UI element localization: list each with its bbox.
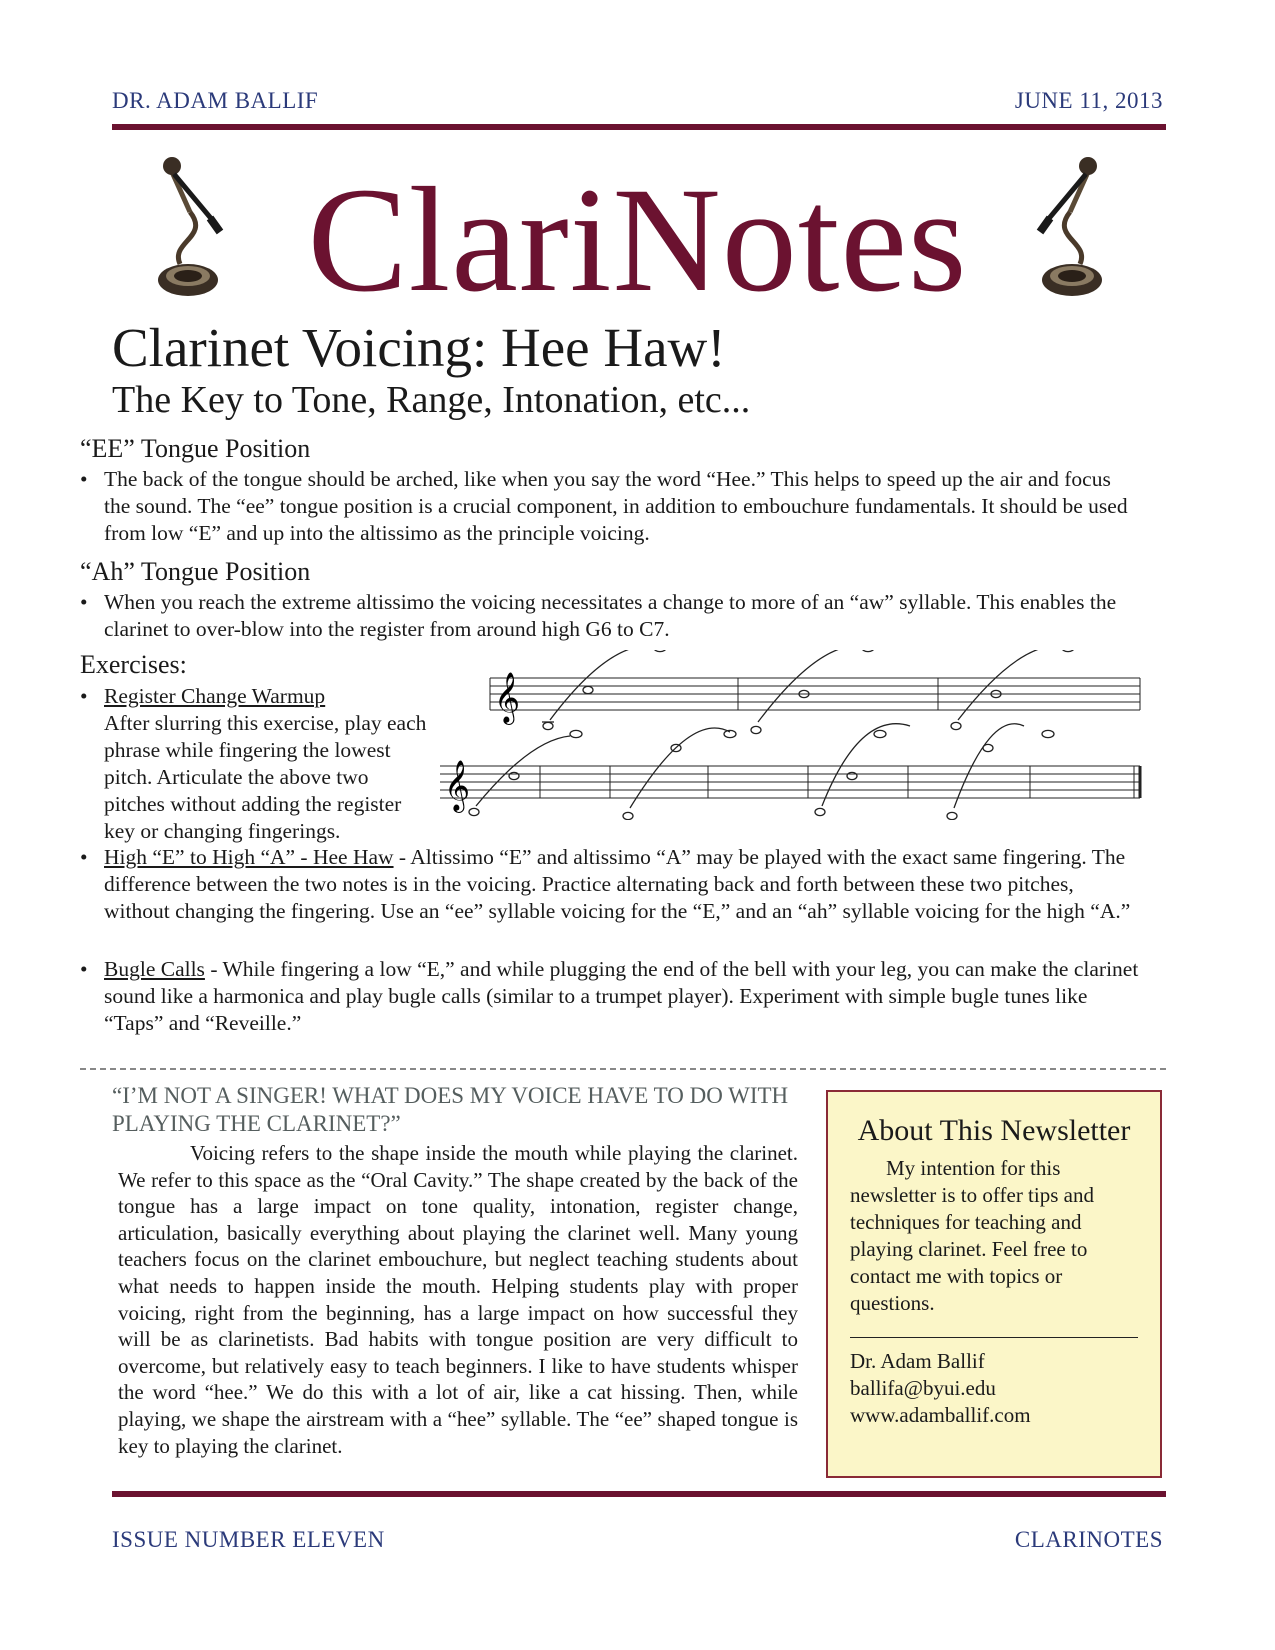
header-rule xyxy=(112,124,1166,130)
sidebar-name: Dr. Adam Ballif xyxy=(850,1349,985,1373)
footer-issue: ISSUE NUMBER ELEVEN xyxy=(112,1527,385,1552)
ah-text: When you reach the extreme altissimo the voicing necessitates a change to more of an “aw” syllable. This enables the clarinet to over-blow into the register from around high G6 to C7. xyxy=(104,590,1117,641)
row-1-notes xyxy=(542,650,1074,734)
ee-heading: “EE” Tongue Position xyxy=(80,434,311,463)
exercises-heading: Exercises: xyxy=(80,650,187,679)
ex1-title: Register Change Warmup xyxy=(104,684,326,708)
ee-bullet xyxy=(80,466,1140,547)
article-title: Clarinet Voicing: Hee Haw! xyxy=(112,317,726,378)
exercise-3 xyxy=(80,956,1140,1037)
music-staff-exercise xyxy=(440,650,1160,820)
feature-heading: “I’M NOT A SINGER! WHAT DOES MY VOICE HAVE TO DO WITH PLAYING THE CLARINET?” xyxy=(112,1083,789,1136)
bullet: • xyxy=(80,467,88,491)
sidebar-email[interactable]: ballifa@byui.edu xyxy=(850,1376,996,1400)
staff-row-2 xyxy=(440,766,1140,798)
ah-bullet xyxy=(80,589,1140,643)
ex2-text: - Altissimo “E” and altissimo “A” may be played with the exact same fingering. The difference between the two notes is in the voicing. Practice alternating back and forth between these two pitches, without changing the fingering. Use an “ee” syllable voicing for the “E,” and an “ah” syllable voicing for the high “A.” xyxy=(104,845,1131,923)
exercise-2 xyxy=(80,844,1140,925)
header-date: JUNE 11, 2013 xyxy=(1014,88,1163,113)
header-author: DR. ADAM BALLIF xyxy=(112,88,319,113)
ex3-title: Bugle Calls xyxy=(104,957,205,981)
about-sidebar xyxy=(826,1090,1162,1478)
section-divider xyxy=(80,1068,1166,1070)
footer-brand: CLARINOTES xyxy=(1014,1527,1163,1552)
bullet: • xyxy=(80,590,88,614)
bullet: • xyxy=(80,684,88,708)
sidebar-title: About This Newsletter xyxy=(857,1114,1131,1147)
bullet: • xyxy=(80,845,88,869)
row-2-notes xyxy=(469,724,1054,820)
ex2-title: High “E” to High “A” - Hee Haw xyxy=(104,845,394,869)
ex3-text: - While fingering a low “E,” and while plugging the end of the bell with your leg, you can make the clarinet sound like a harmonica and play bugle calls (similar to a trumpet player). Experiment with simple bugle tunes like “Taps” and “Reveille.” xyxy=(104,957,1139,1035)
ah-heading: “Ah” Tongue Position xyxy=(80,557,311,586)
treble-clef-icon: 𝄞 xyxy=(494,672,521,723)
feature-body: Voicing refers to the shape inside the mouth while playing the clarinet. We refer to this space as the “Oral Cavity.” The shape created by the back of the tongue has a large impact on tone quality, intonation, register change, articulation, basically everything about playing the clarinet well. Many young teachers focus on the clarinet embouchure, but neglect teaching students about what needs to happen inside the mouth. Helping students play with proper voicing, right from the beginning, has a large impact on how successful they will be as clarinetists. Bad habits with tongue position are very difficult to overcome, but relatively easy to teach beginners. I like to have students whisper the word “hee.” We do this with a lot of air, like a cat hissing. Then, while playing, we shape the airstream with a “hee” syllable. The “ee” shaped tongue is key to playing the clarinet. xyxy=(118,1141,798,1458)
masthead-title: ClariNotes xyxy=(307,157,968,323)
bullet: • xyxy=(80,957,88,981)
footer-rule xyxy=(112,1491,1166,1497)
sidebar-website[interactable]: www.adamballif.com xyxy=(850,1403,1031,1427)
ex1-text: After slurring this exercise, play each phrase while fingering the lowest pitch. Articulate the above two pitches without adding the register key or changing fingerings. xyxy=(104,711,427,843)
sidebar-body: My intention for this newsletter is to offer tips and techniques for teaching and playing clarinet. Feel free to contact me with topics or questions. xyxy=(850,1156,1094,1315)
ee-text: The back of the tongue should be arched, like when you say the word “Hee.” This helps to speed up the air and focus the sound. The “ee” tongue position is a crucial component, in addition to embouchure fundamentals. It should be used from low “E” and up into the altissimo as the principle voicing. xyxy=(104,467,1128,545)
exercise-1 xyxy=(80,683,430,845)
article-subtitle: The Key to Tone, Range, Intonation, etc... xyxy=(112,379,751,421)
signature-line xyxy=(850,1337,1138,1338)
treble-clef-icon: 𝄞 xyxy=(444,760,471,811)
